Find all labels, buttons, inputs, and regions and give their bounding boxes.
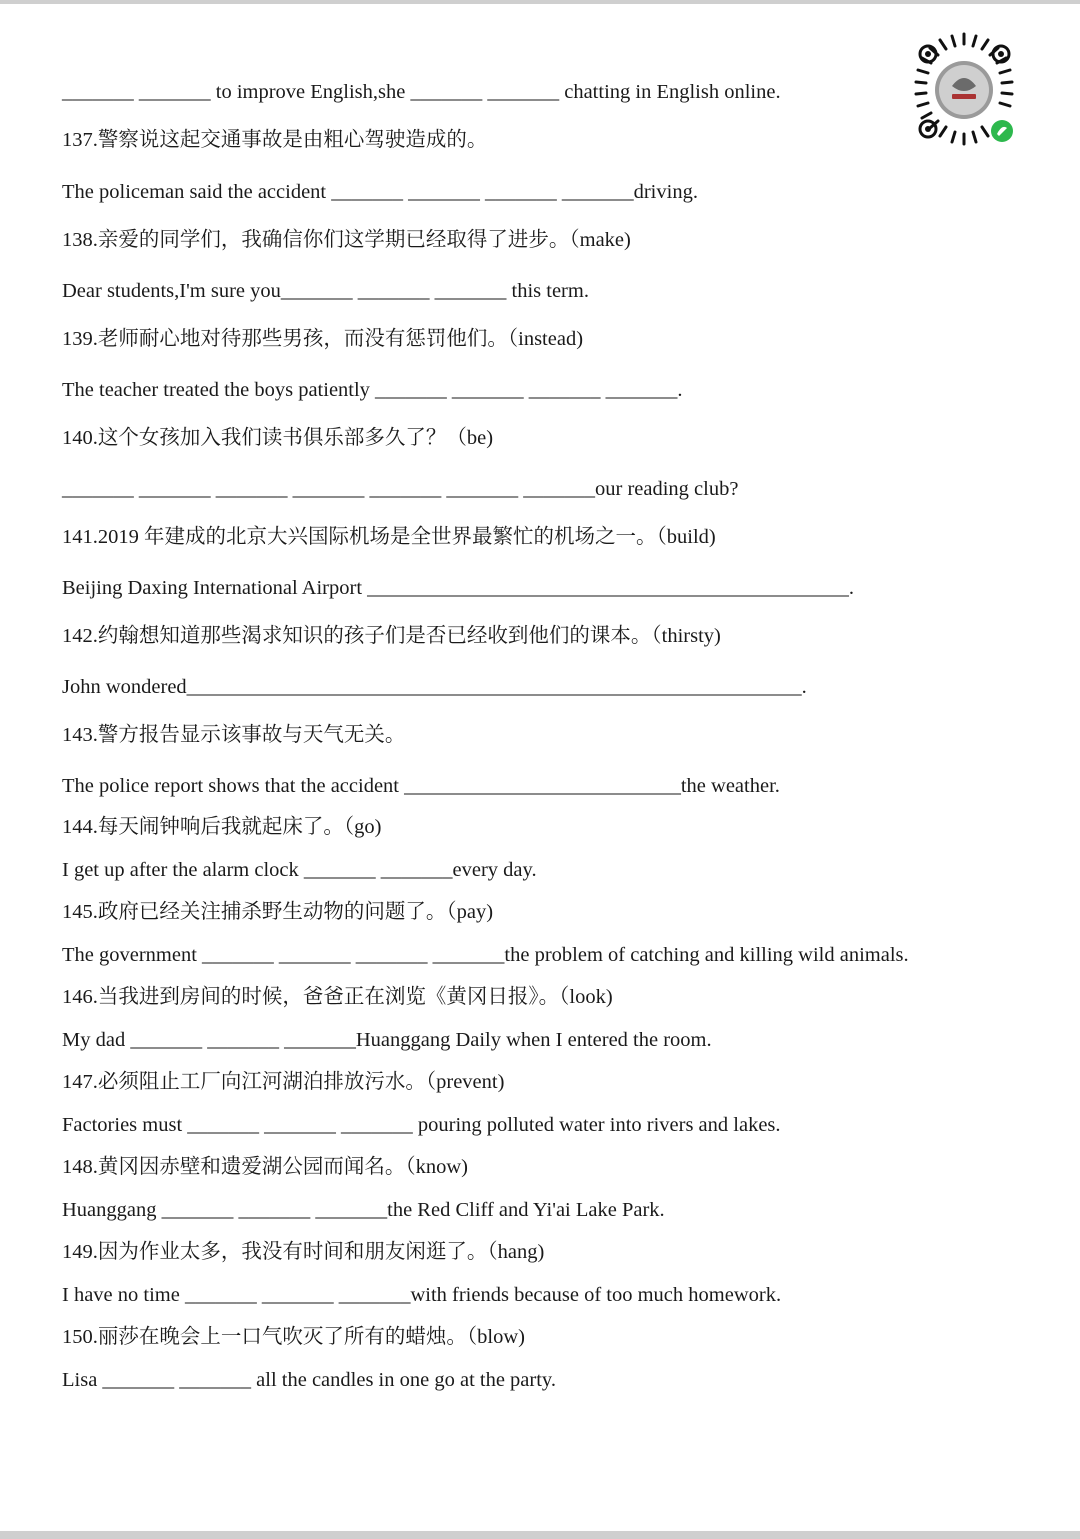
question-prompt: 150.丽莎在晚会上一口气吹灭了所有的蜡烛。（blow) (62, 1326, 525, 1348)
answer-line: I get up after the alarm clock _______ _______every day. (62, 859, 537, 881)
question-prompt: 146.当我进到房间的时候，爸爸正在浏览《黄冈日报》。（look) (62, 986, 613, 1008)
answer-line: I have no time _______ _______ _______with friends because of too much homework. (62, 1284, 782, 1306)
answer-line: Dear students,I'm sure you_______ _______ _______ this term. (62, 280, 589, 302)
answer-line: My dad _______ _______ _______Huanggang Daily when I entered the room. (62, 1029, 712, 1051)
question-prompt: 145.政府已经关注捕杀野生动物的问题了。（pay) (62, 901, 494, 923)
answer-line: _______ _______ to improve English,she _______ _______ chatting in English online. (62, 81, 781, 103)
answer-line: John wondered____________________________________________________________. (62, 676, 807, 698)
qr-code-icon[interactable] (902, 30, 1027, 155)
question-prompt: 143.警方报告显示该事故与天气无关。 (62, 724, 406, 746)
question-prompt: 140.这个女孩加入我们读书俱乐部多久了？（be) (62, 427, 494, 449)
answer-line: Huanggang _______ _______ _______the Red Cliff and Yi'ai Lake Park. (62, 1199, 665, 1221)
question-prompt: 139.老师耐心地对待那些男孩，而没有惩罚他们。（instead) (62, 328, 584, 350)
question-prompt: 142.约翰想知道那些渴求知识的孩子们是否已经收到他们的课本。（thirsty) (62, 625, 721, 647)
page-bottom-edge (0, 1531, 1080, 1539)
answer-line: _______ _______ _______ _______ _______ _______ _______our reading club? (62, 478, 739, 500)
question-prompt: 149.因为作业太多，我没有时间和朋友闲逛了。（hang) (62, 1241, 545, 1263)
question-prompt: 147.必须阻止工厂向江河湖泊排放污水。（prevent) (62, 1071, 505, 1093)
question-prompt: 138.亲爱的同学们，我确信你们这学期已经取得了进步。（make) (62, 229, 631, 251)
answer-line: The police report shows that the accident ___________________________the weather. (62, 775, 780, 797)
question-prompt: 144.每天闹钟响后我就起床了。（go) (62, 816, 382, 838)
question-prompt: 141.2019 年建成的北京大兴国际机场是全世界最繁忙的机场之一。（build) (62, 526, 716, 548)
answer-line: The teacher treated the boys patiently _______ _______ _______ _______. (62, 379, 683, 401)
page-top-edge (0, 0, 1080, 4)
answer-line: Beijing Daxing International Airport _______________________________________________. (62, 577, 855, 599)
answer-line: Factories must _______ _______ _______ pouring polluted water into rivers and lakes. (62, 1114, 781, 1136)
question-prompt: 137.警察说这起交通事故是由粗心驾驶造成的。 (62, 129, 488, 151)
answer-line: Lisa _______ _______ all the candles in one go at the party. (62, 1369, 556, 1391)
question-prompt: 148.黄冈因赤壁和遗爱湖公园而闻名。（know) (62, 1156, 469, 1178)
answer-line: The policeman said the accident _______ _______ _______ _______driving. (62, 181, 698, 203)
answer-line: The government _______ _______ _______ _______the problem of catching and killing wild animals. (62, 944, 909, 966)
